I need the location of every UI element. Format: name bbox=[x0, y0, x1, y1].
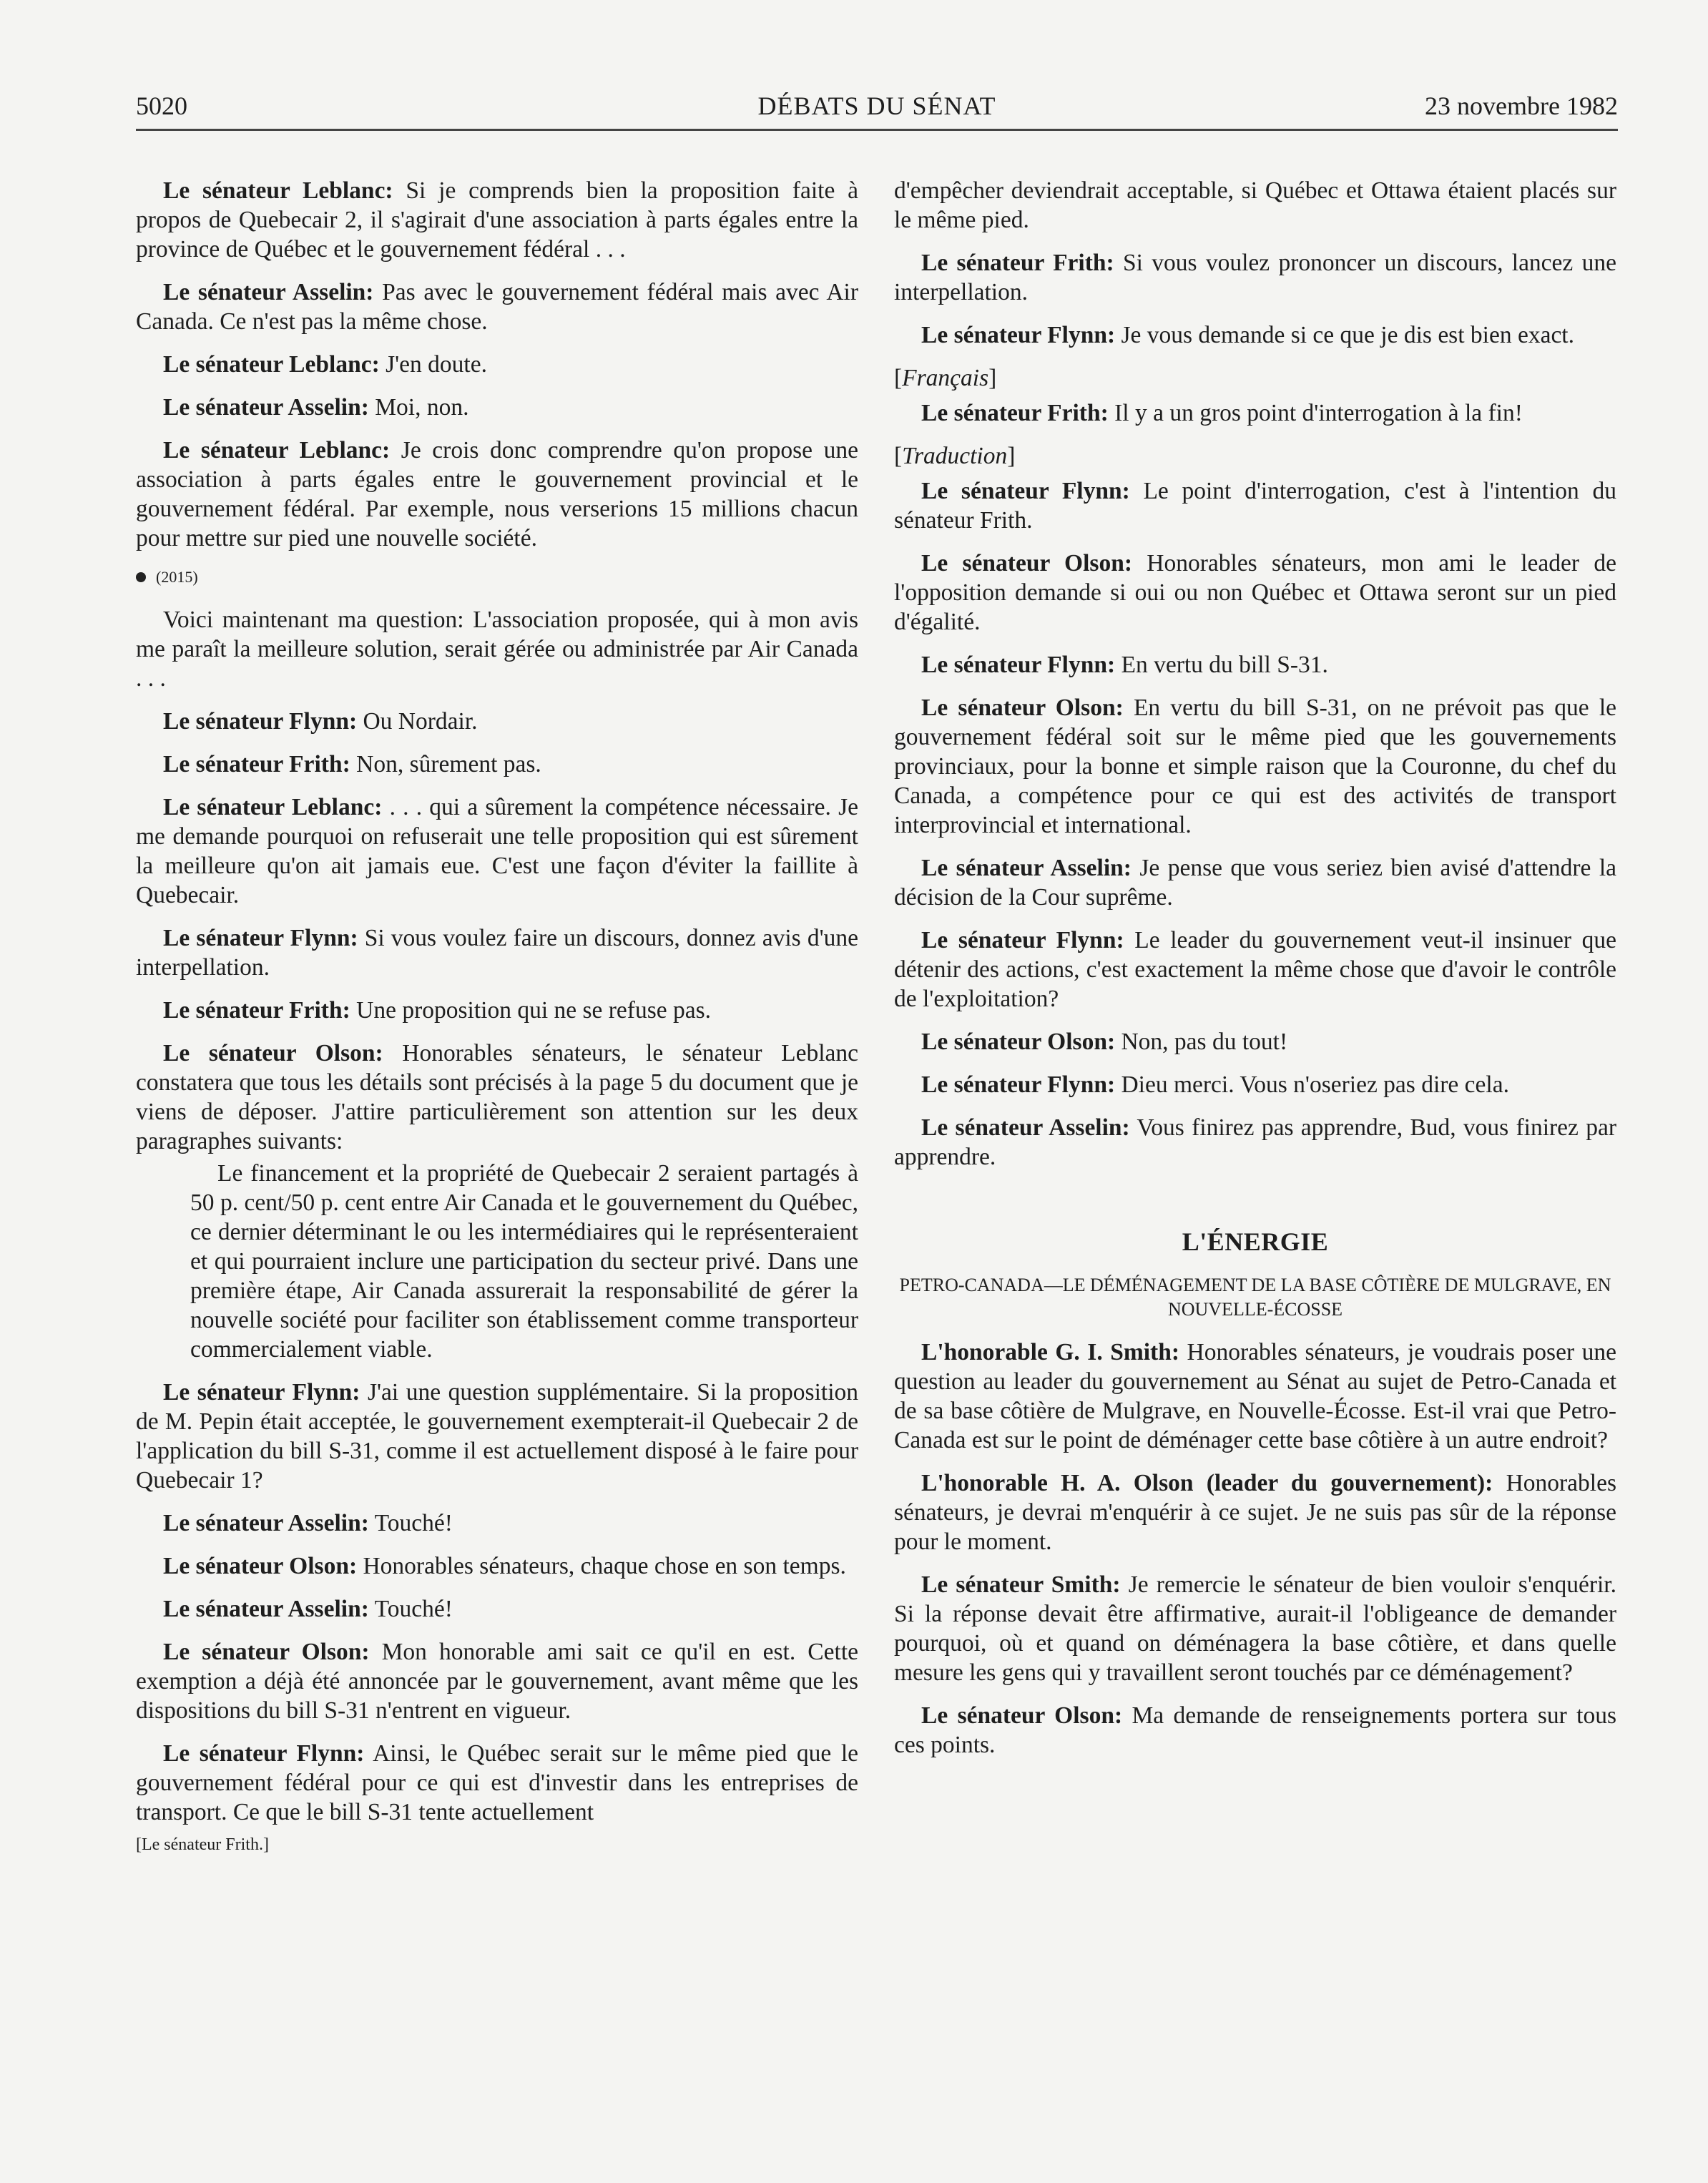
speaker-name: L'honorable G. I. Smith: bbox=[921, 1339, 1179, 1365]
speaker-name: Le sénateur Asselin: bbox=[921, 1114, 1130, 1141]
speech-text: En vertu du bill S-31, on ne prévoit pas que le gouvernement fédéral soit sur le même pied que les gouvernements provinciaux, pour la bonne et simple raison que la Couronne, du chef du Canada, a compétence pour ce qui est des activités de transport interprovincial et international. bbox=[894, 695, 1616, 838]
page-header bbox=[136, 90, 1618, 131]
paragraph bbox=[136, 707, 858, 736]
paragraph bbox=[136, 793, 858, 910]
language-marker: [Français] bbox=[894, 365, 997, 391]
speech-text: Dieu merci. Vous n'oseriez pas dire cela. bbox=[1115, 1071, 1509, 1098]
speech-text: Il y a un gros point d'interrogation à la fin! bbox=[1108, 400, 1523, 426]
speaker-name: Le sénateur Olson: bbox=[921, 1702, 1123, 1729]
speaker-name: Le sénateur Leblanc: bbox=[163, 177, 393, 204]
paragraph bbox=[894, 1113, 1616, 1172]
speaker-name: Le sénateur Frith: bbox=[921, 250, 1114, 276]
speech-text: Je remercie le sénateur de bien vouloir s'enquérir. Si la réponse devait être affirmative, aurait-il l'obligeance de demander pourquoi, où et quand on déménagera la base côtière, et dans quelle mesure les gens qui y travaillent seront touchés par ce déménagement? bbox=[894, 1571, 1616, 1686]
paragraph bbox=[894, 398, 1616, 428]
paragraph bbox=[894, 1070, 1616, 1099]
speaker-name: Le sénateur Leblanc: bbox=[163, 794, 383, 820]
speaker-name: Le sénateur Olson: bbox=[921, 1029, 1116, 1055]
speech-text: Touché! bbox=[368, 1510, 453, 1536]
speaker-name: Le sénateur Asselin: bbox=[163, 279, 374, 305]
speech-text: Ou Nordair. bbox=[357, 708, 478, 735]
paragraph bbox=[136, 1637, 858, 1725]
paragraph bbox=[136, 436, 858, 553]
time-stamp-text: (2015) bbox=[156, 568, 198, 586]
paragraph bbox=[136, 1378, 858, 1495]
speaker-name: Le sénateur Flynn: bbox=[163, 1740, 365, 1767]
speech-text: Ma demande de renseignements portera sur tous ces points. bbox=[894, 1702, 1616, 1758]
left-column bbox=[136, 176, 858, 1855]
paragraph bbox=[894, 926, 1616, 1014]
speech-text: Pas avec le gouvernement fédéral mais avec Air Canada. Ce n'est pas la même chose. bbox=[136, 279, 859, 335]
speech-text: J'ai une question supplémentaire. Si la proposition de M. Pepin était acceptée, le gouvernement exempterait-il Quebecair 2 de l'application du bill S-31, comme il est actuellement disposé à le faire pour Quebecair 1? bbox=[136, 1379, 859, 1493]
speech-text: Si vous voulez faire un discours, donnez avis d'une interpellation. bbox=[136, 925, 858, 981]
paragraph bbox=[136, 1594, 858, 1624]
speaker-continuation-note: [Le sénateur Frith.] bbox=[136, 1835, 269, 1854]
section-subheading: PETRO-CANADA—LE DÉMÉNAGEMENT DE LA BASE CÔTIÈRE DE MULGRAVE, EN NOUVELLE-ÉCOSSE bbox=[899, 1275, 1611, 1320]
paragraph bbox=[136, 176, 858, 264]
paragraph bbox=[136, 1739, 858, 1827]
paragraph bbox=[136, 923, 858, 982]
page-number: 5020 bbox=[136, 92, 187, 120]
paragraph bbox=[894, 693, 1616, 840]
publication-date: 23 novembre 1982 bbox=[1425, 92, 1618, 120]
speaker-name: Le sénateur Frith: bbox=[163, 751, 350, 777]
speech-text: Une proposition qui ne se refuse pas. bbox=[350, 997, 712, 1024]
language-marker-text: Français bbox=[902, 365, 989, 391]
speech-text: Je vous demande si ce que je dis est bien exact. bbox=[1115, 322, 1574, 348]
speech-text: Si vous voulez prononcer un discours, lancez une interpellation. bbox=[894, 250, 1616, 305]
speech-text: Je crois donc comprendre qu'on propose une association à parts égales entre le gouvernement provincial et le gouvernement fédéral. Par exemple, nous verserions 15 millions chacun pour mettre sur pied une nouvelle société. bbox=[136, 437, 858, 551]
speaker-name: Le sénateur Flynn: bbox=[921, 1071, 1116, 1098]
time-stamp bbox=[136, 566, 858, 588]
speech-text: Si je comprends bien la proposition faite à propos de Quebecair 2, il s'agirait d'une association à parts égales entre la province de Québec et le gouvernement fédéral . . . bbox=[136, 177, 858, 263]
paragraph bbox=[136, 750, 858, 779]
speaker-name: Le sénateur Flynn: bbox=[921, 322, 1116, 348]
paragraph bbox=[894, 1338, 1616, 1455]
speaker-name: L'honorable H. A. Olson (leader du gouvernement): bbox=[921, 1470, 1493, 1496]
paragraph bbox=[136, 996, 858, 1025]
speech-text: Honorables sénateurs, mon ami le leader de l'opposition demande si oui ou non Québec et Ottawa seront sur un pied d'égalité. bbox=[894, 550, 1617, 635]
section-title: L'ÉNERGIE bbox=[1182, 1227, 1329, 1256]
speech-text: Mon honorable ami sait ce qu'il en est. Cette exemption a déjà été annoncée par le gouvernement, avant même que les dispositions du bill S-31 n'entrent en vigueur. bbox=[136, 1639, 858, 1724]
speaker-name: Le sénateur Olson: bbox=[921, 550, 1132, 577]
speech-text: . . . qui a sûrement la compétence nécessaire. Je me demande pourquoi on refuserait une telle proposition qui est sûrement la meilleure qu'on ait jamais eue. C'est une façon d'éviter la faillite à Quebecair. bbox=[136, 794, 858, 908]
speaker-name: Le sénateur Olson: bbox=[921, 695, 1124, 721]
paragraph bbox=[136, 1509, 858, 1538]
paragraph bbox=[894, 549, 1616, 637]
block-quote: Le financement et la propriété de Quebecair 2 seraient partagés à 50 p. cent/50 p. cent entre Air Canada et le gouvernement du Québec, ce dernier déterminant le ou les intermédiaires qui le représenteraient et qui pourraient inclure une participation du secteur privé. Dans une première étape, Air Canada assurerait la responsabilité de gérer la nouvelle société pour faciliter son établissement comme transporteur commercialement viable. bbox=[190, 1160, 858, 1363]
speaker-name: Le sénateur Smith: bbox=[921, 1571, 1121, 1598]
paragraph bbox=[894, 320, 1616, 350]
speaker-name: Le sénateur Olson: bbox=[163, 1639, 370, 1665]
speech-text: J'en doute. bbox=[379, 351, 487, 378]
right-column bbox=[894, 176, 1616, 1773]
language-marker-text: Traduction bbox=[902, 443, 1008, 469]
speaker-name: Le sénateur Frith: bbox=[163, 997, 350, 1024]
speaker-name: Le sénateur Asselin: bbox=[163, 1596, 369, 1622]
language-marker: [Traduction] bbox=[894, 443, 1016, 469]
speaker-name: Le sénateur Flynn: bbox=[921, 478, 1130, 504]
speech-text: d'empêcher deviendrait acceptable, si Québec et Ottawa étaient placés sur le même pied. bbox=[894, 177, 1616, 233]
bullet-icon bbox=[136, 572, 146, 582]
speaker-name: Le sénateur Flynn: bbox=[921, 927, 1124, 953]
speech-text: Voici maintenant ma question: L'association proposée, qui à mon avis me paraît la meilleure solution, serait gérée ou administrée par Air Canada . . . bbox=[136, 607, 858, 692]
paragraph bbox=[136, 605, 858, 693]
speaker-name: Le sénateur Flynn: bbox=[163, 1379, 360, 1406]
speaker-name: Le sénateur Olson: bbox=[163, 1040, 383, 1066]
paragraph bbox=[894, 476, 1616, 535]
speech-text: Non, sûrement pas. bbox=[350, 751, 541, 777]
speaker-name: Le sénateur Asselin: bbox=[921, 855, 1132, 881]
speech-text: Ainsi, le Québec serait sur le même pied que le gouvernement fédéral pour ce qui est d'investir dans les entreprises de transport. Ce que le bill S-31 tente actuellement bbox=[136, 1740, 859, 1825]
paragraph bbox=[894, 853, 1616, 912]
speech-text: Touché! bbox=[368, 1596, 453, 1622]
speaker-name: Le sénateur Flynn: bbox=[163, 925, 358, 951]
speech-text: Honorables sénateurs, je voudrais poser une question au leader du gouvernement au Sénat au sujet de Petro-Canada et de sa base côtière de Mulgrave, en Nouvelle-Écosse. Est-il vrai que Petro-Canada est sur le point de déménager cette base côtière à un autre endroit? bbox=[894, 1339, 1616, 1453]
speech-text: Non, pas du tout! bbox=[1115, 1029, 1288, 1055]
speech-text: Le leader du gouvernement veut-il insinuer que détenir des actions, c'est exactement la même chose que d'avoir le contrôle de l'exploitation? bbox=[894, 927, 1616, 1012]
paragraph bbox=[136, 278, 858, 336]
paragraph bbox=[894, 1468, 1616, 1556]
speech-text: Honorables sénateurs, chaque chose en son temps. bbox=[357, 1553, 846, 1579]
speaker-name: Le sénateur Olson: bbox=[163, 1553, 358, 1579]
paragraph bbox=[894, 248, 1616, 307]
speech-text: Honorables sénateurs, le sénateur Leblanc constatera que tous les détails sont précisés à la page 5 du document que je viens de déposer. J'attire particulièrement son attention sur les deux paragraphes suivants: bbox=[136, 1040, 859, 1154]
speaker-name: Le sénateur Leblanc: bbox=[163, 351, 380, 378]
paragraph bbox=[136, 1551, 858, 1581]
speech-text: Je pense que vous seriez bien avisé d'attendre la décision de la Cour suprême. bbox=[894, 855, 1617, 911]
speaker-name: Le sénateur Asselin: bbox=[163, 1510, 369, 1536]
speech-text: Vous finirez pas apprendre, Bud, vous finirez par apprendre. bbox=[894, 1114, 1616, 1170]
paragraph bbox=[894, 1701, 1616, 1760]
speaker-name: Le sénateur Asselin: bbox=[163, 394, 369, 421]
speaker-name: Le sénateur Flynn: bbox=[921, 652, 1116, 678]
speaker-name: Le sénateur Flynn: bbox=[163, 708, 358, 735]
speaker-name: Le sénateur Leblanc: bbox=[163, 437, 391, 463]
paragraph bbox=[894, 1570, 1616, 1687]
speech-text: Moi, non. bbox=[368, 394, 469, 421]
paragraph bbox=[136, 1039, 858, 1156]
speech-text: Le point d'interrogation, c'est à l'intention du sénateur Frith. bbox=[894, 478, 1616, 534]
paragraph bbox=[894, 176, 1616, 235]
speaker-name: Le sénateur Frith: bbox=[921, 400, 1109, 426]
paragraph bbox=[894, 650, 1616, 680]
speech-text: En vertu du bill S-31. bbox=[1115, 652, 1328, 678]
paragraph bbox=[894, 1027, 1616, 1056]
speech-text: Honorables sénateurs, je devrai m'enquérir à ce sujet. Je ne suis pas sûr de la réponse pour le moment. bbox=[894, 1470, 1616, 1555]
publication-title: DÉBATS DU SÉNAT bbox=[757, 92, 996, 120]
paragraph bbox=[136, 350, 858, 379]
paragraph bbox=[136, 393, 858, 422]
